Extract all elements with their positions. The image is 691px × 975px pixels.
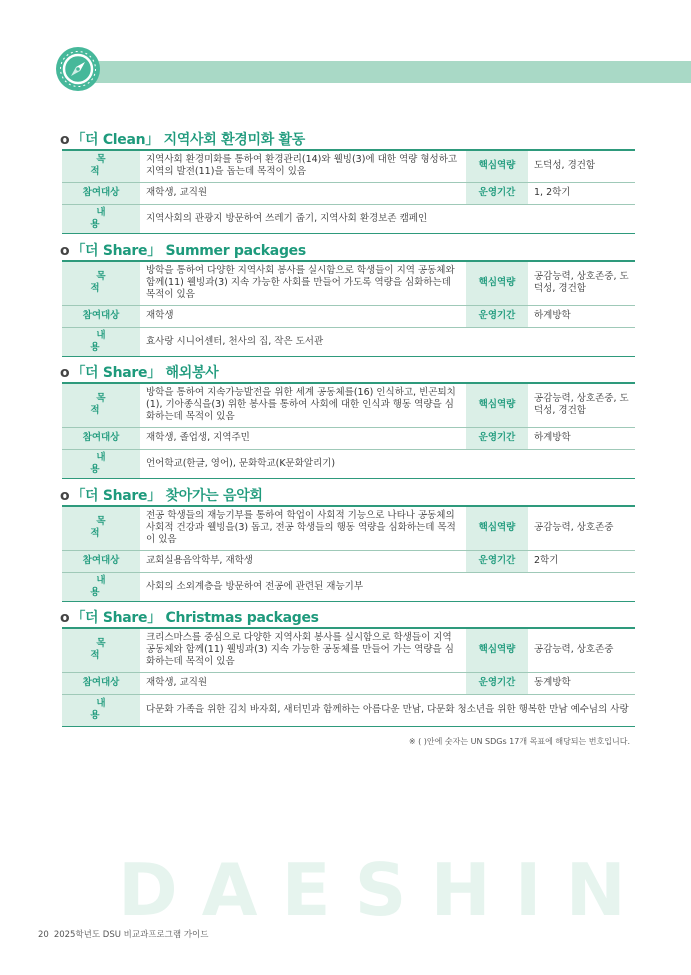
target-value: 재학생, 졸업생, 지역주민	[140, 427, 466, 449]
period-value: 2학기	[528, 550, 635, 572]
period-label: 운영기간	[466, 427, 528, 449]
purpose-value: 크리스마스를 중심으로 다양한 지역사회 봉사를 실시함으로 학생들이 지역 공동체와 함께(11) 웰빙과(3) 지속 가능한 공동체를 만들어 가는 역량을 심화하는데 목적이 있음	[140, 628, 466, 672]
content-label: 내 용	[62, 572, 140, 601]
content-label: 내 용	[62, 327, 140, 356]
program-table	[62, 505, 635, 602]
competency-label: 핵심역량	[466, 261, 528, 305]
target-value: 재학생, 교직원	[140, 672, 466, 694]
program-table	[62, 382, 635, 479]
content-row	[62, 449, 635, 478]
purpose-row	[62, 261, 635, 305]
competency-label: 핵심역량	[466, 150, 528, 182]
target-value: 재학생	[140, 305, 466, 327]
competency-label: 핵심역량	[466, 383, 528, 427]
purpose-label: 목 적	[62, 150, 140, 182]
section-title: o 「더 Share」 해외봉사	[60, 365, 219, 381]
content-value: 효사랑 시니어센터, 천사의 집, 작은 도서관	[140, 327, 635, 356]
period-value: 동계방학	[528, 672, 635, 694]
period-value: 하계방학	[528, 305, 635, 327]
purpose-value: 전공 학생들의 재능기부를 통하여 학업이 사회적 기능으로 나타나 공동체의 사회적 건강과 웰빙을(3) 돕고, 전공 학생들의 행동 역량을 심화하는데 목적이 있음	[140, 506, 466, 550]
content-row	[62, 694, 635, 726]
purpose-label: 목 적	[62, 261, 140, 305]
content-label: 내 용	[62, 204, 140, 233]
period-label: 운영기간	[466, 182, 528, 204]
target-value: 교회실용음악학부, 재학생	[140, 550, 466, 572]
purpose-value: 방학을 통하여 다양한 지역사회 봉사를 실시함으로 학생들이 지역 공동체와 함께(11) 웰빙과(3) 지속 가능한 사회를 만들어 가도록 역량을 심화하는데 목적이 있음	[140, 261, 466, 305]
competency-label: 핵심역량	[466, 628, 528, 672]
target-row	[62, 672, 635, 694]
target-row	[62, 550, 635, 572]
program-table	[62, 149, 635, 234]
page-footer	[38, 928, 208, 940]
purpose-row	[62, 383, 635, 427]
program-table	[62, 627, 635, 727]
target-row	[62, 182, 635, 204]
target-label: 참여대상	[62, 305, 140, 327]
competency-value: 공감능력, 상호존중	[528, 506, 635, 550]
content-value: 언어학교(한글, 영어), 문화학교(K문화알리기)	[140, 449, 635, 478]
target-label: 참여대상	[62, 550, 140, 572]
content-value: 사회의 소외계층을 방문하여 전공에 관련된 재능기부	[140, 572, 635, 601]
purpose-row	[62, 506, 635, 550]
content-row	[62, 204, 635, 233]
purpose-row	[62, 150, 635, 182]
content-label: 내 용	[62, 694, 140, 726]
content-value: 다문화 가족을 위한 김치 바자회, 새터민과 함께하는 아름다운 만남, 다문화 청소년을 위한 행복한 만남 예수님의 사랑	[140, 694, 635, 726]
content-row	[62, 327, 635, 356]
competency-value: 도덕성, 경건함	[528, 150, 635, 182]
footer-text: 2025학년도 DSU 비교과프로그램 가이드	[53, 930, 209, 940]
target-row	[62, 305, 635, 327]
content-row	[62, 572, 635, 601]
header-band	[72, 61, 691, 83]
target-value: 재학생, 교직원	[140, 182, 466, 204]
page-number: 20	[38, 930, 49, 940]
purpose-label: 목 적	[62, 383, 140, 427]
compass-icon	[56, 47, 100, 91]
section-title: o 「더 Share」 Christmas packages	[60, 610, 319, 626]
competency-label: 핵심역량	[466, 506, 528, 550]
competency-value: 공감능력, 상호존중, 도덕성, 경건함	[528, 383, 635, 427]
competency-value: 공감능력, 상호존중	[528, 628, 635, 672]
target-label: 참여대상	[62, 427, 140, 449]
content-value: 지역사회의 관광지 방문하여 쓰레기 줍기, 지역사회 환경보존 캠페인	[140, 204, 635, 233]
section-title: o 「더 Share」 Summer packages	[60, 243, 306, 259]
content-label: 내 용	[62, 449, 140, 478]
purpose-label: 목 적	[62, 506, 140, 550]
period-value: 하계방학	[528, 427, 635, 449]
purpose-value: 방학을 통하여 지속가능발전을 위한 세계 공동체를(16) 인식하고, 빈곤퇴치(1), 기아종식을(3) 위한 봉사를 통하여 사회에 대한 인식과 행동 역량을 심화하는데 목적이 있음	[140, 383, 466, 427]
purpose-label: 목 적	[62, 628, 140, 672]
section-title: o 「더 Share」 찾아가는 음악회	[60, 488, 263, 504]
watermark: DAESHIN	[118, 848, 650, 932]
target-row	[62, 427, 635, 449]
section-title: o 「더 Clean」 지역사회 환경미화 활동	[60, 132, 305, 148]
purpose-row	[62, 628, 635, 672]
sdg-footnote: ※ ( )안에 숫자는 UN SDGs 17개 목표에 해당되는 번호입니다.	[408, 737, 630, 746]
target-label: 참여대상	[62, 672, 140, 694]
program-table	[62, 260, 635, 357]
period-label: 운영기간	[466, 305, 528, 327]
period-label: 운영기간	[466, 550, 528, 572]
competency-value: 공감능력, 상호존중, 도덕성, 경건함	[528, 261, 635, 305]
target-label: 참여대상	[62, 182, 140, 204]
period-value: 1, 2학기	[528, 182, 635, 204]
purpose-value: 지역사회 환경미화를 통하여 환경관리(14)와 웰빙(3)에 대한 역량 형성하고 지역의 발전(11)을 돕는데 목적이 있음	[140, 150, 466, 182]
period-label: 운영기간	[466, 672, 528, 694]
